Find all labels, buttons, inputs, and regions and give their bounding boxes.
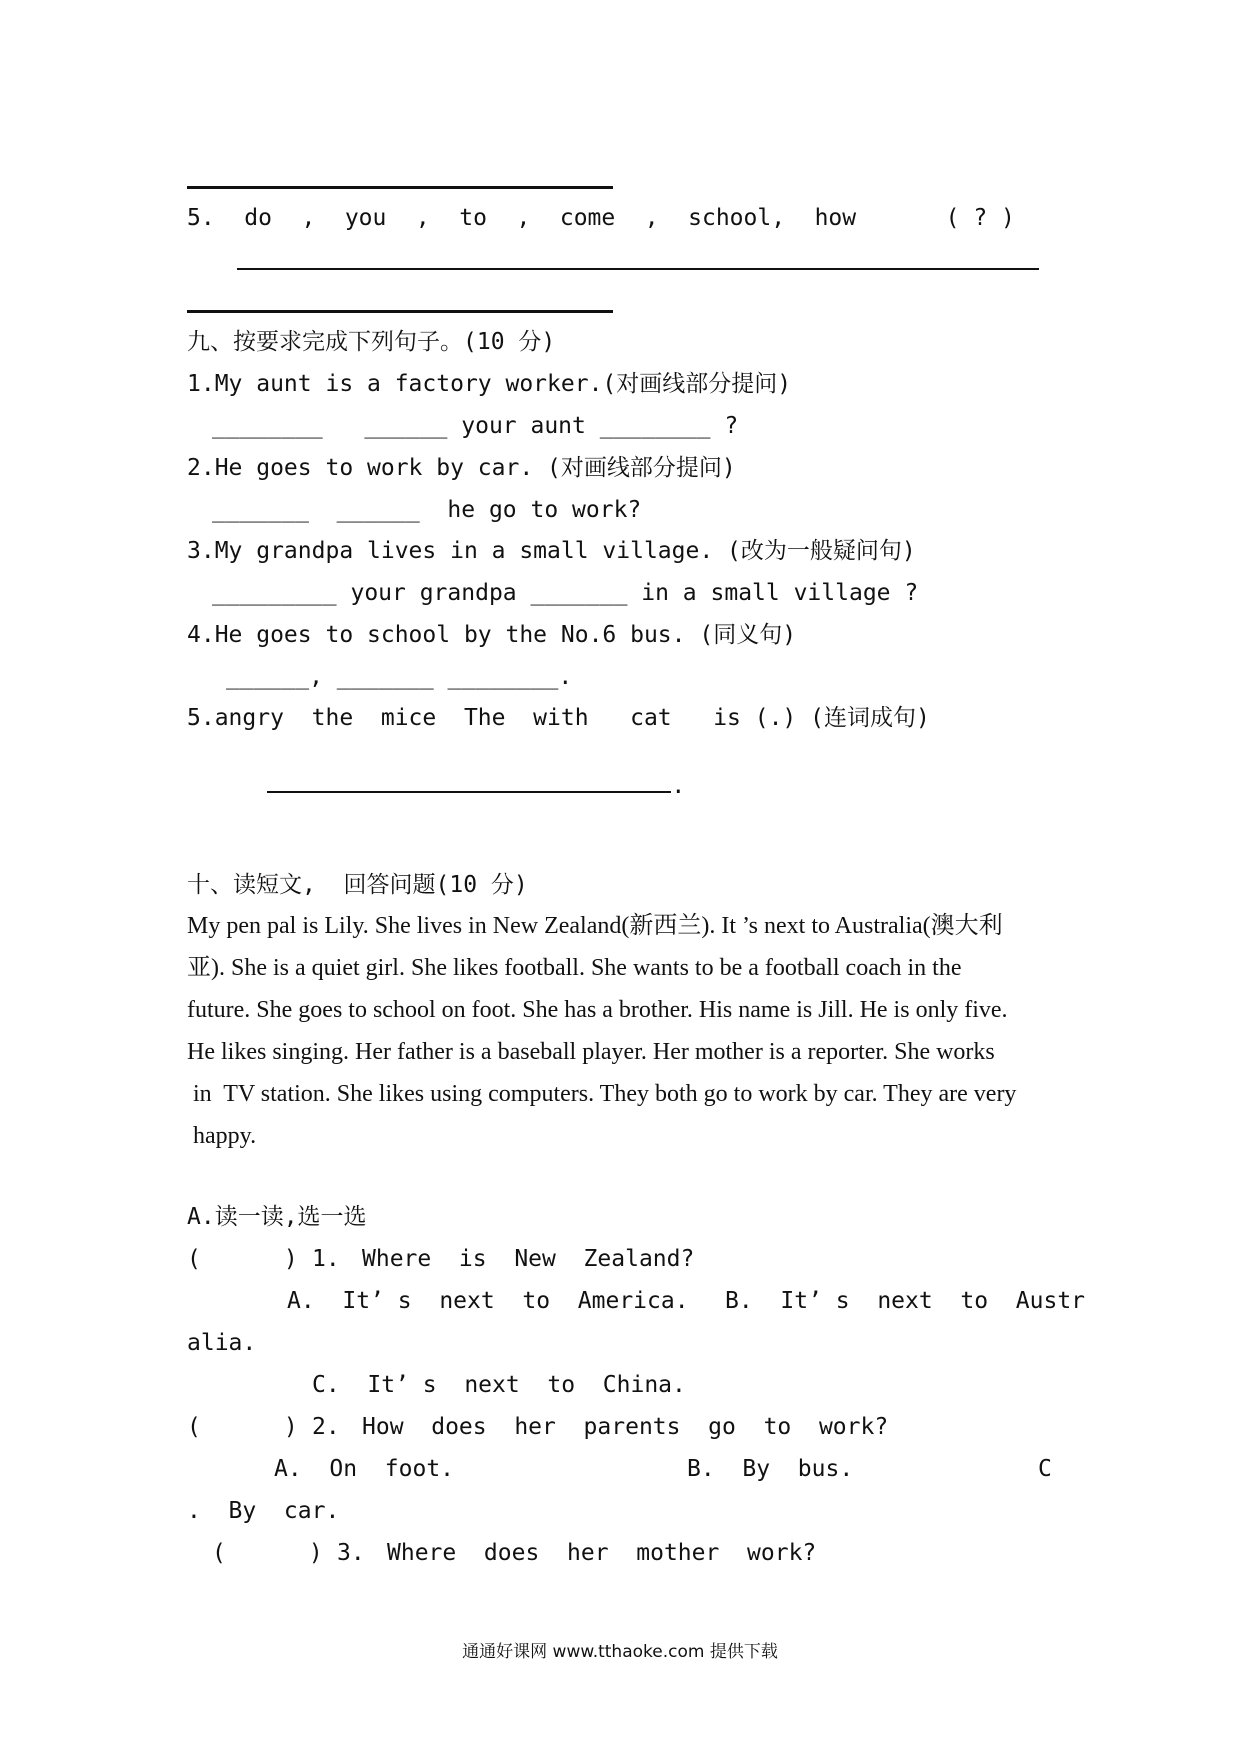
s9-item4-answer: ______, _______ ________. bbox=[226, 664, 573, 690]
q1-option-b: B. It’ s next to Austr bbox=[725, 1288, 1086, 1314]
q8-answer-line bbox=[237, 268, 1039, 270]
q8-end-mark: ( ? ) bbox=[945, 205, 1015, 231]
passage-line: 亚). She is a quiet girl. She likes football. She wants to be a football coach in the bbox=[187, 955, 962, 981]
s9-item5-answer bbox=[212, 748, 685, 821]
s9-item1-answer: ________ ______ your aunt ________ ? bbox=[212, 413, 739, 439]
page-footer: 通通好课网 www.tthaoke.com 提供下载 bbox=[462, 1642, 778, 1662]
q2-number: 2. bbox=[312, 1414, 340, 1440]
s9-item3-sentence: 3.My grandpa lives in a small village. (改为一般疑问句) bbox=[187, 538, 916, 564]
q3-number: 3. bbox=[337, 1540, 365, 1566]
q8-word: you bbox=[344, 205, 387, 231]
q1-option-a: A. It’ s next to America. bbox=[287, 1288, 689, 1314]
s9-item5-blank bbox=[267, 771, 671, 793]
q1-option-c: C. It’ s next to China. bbox=[312, 1372, 686, 1398]
top-rule bbox=[187, 186, 613, 189]
q2-option-b: B. By bus. bbox=[687, 1456, 854, 1482]
passage-line: My pen pal is Lily. She lives in New Zealand(新西兰). It ’s next to Australia(澳大利 bbox=[187, 913, 1003, 939]
s9-item2-sentence: 2.He goes to work by car. (对画线部分提问) bbox=[187, 455, 736, 481]
s9-item4-sentence: 4.He goes to school by the No.6 bus. (同义句) bbox=[187, 622, 797, 648]
q8-word: do bbox=[244, 205, 272, 231]
s9-item2-answer: _______ ______ he go to work? bbox=[212, 497, 642, 523]
q1-paren: ( ) bbox=[187, 1246, 298, 1272]
q8-word: , bbox=[516, 205, 531, 231]
q8-word: to bbox=[459, 205, 487, 231]
passage-line: happy. bbox=[187, 1123, 257, 1149]
q8-word: , bbox=[301, 205, 316, 231]
section-divider bbox=[187, 310, 613, 313]
q8-word: , bbox=[415, 205, 430, 231]
section10-heading: 十、读短文, 回答问题(10 分) bbox=[187, 872, 528, 898]
q1-option-b-cont: alia. bbox=[187, 1330, 257, 1356]
s9-item5-period: . bbox=[671, 773, 686, 799]
q2-paren: ( ) bbox=[187, 1414, 298, 1440]
q3-question: Where does her mother work? bbox=[387, 1540, 817, 1566]
q8-word: come bbox=[559, 205, 616, 231]
s9-item1-sentence: 1.My aunt is a factory worker.(对画线部分提问) bbox=[187, 371, 792, 397]
q8-word: how bbox=[814, 205, 857, 231]
q8-word: , bbox=[644, 205, 659, 231]
q1-question: Where is New Zealand? bbox=[362, 1246, 695, 1272]
s9-item3-answer: _________ your grandpa _______ in a small village ? bbox=[212, 580, 919, 606]
q2-option-a: A. On foot. bbox=[274, 1456, 455, 1482]
q3-paren: ( ) bbox=[212, 1540, 323, 1566]
s9-item5-sentence: 5.angry the mice The with cat is (.) (连词成句) bbox=[187, 705, 930, 731]
q8-item5-number: 5. bbox=[187, 205, 215, 231]
passage-line: He likes singing. Her father is a baseball player. Her mother is a reporter. She works bbox=[187, 1039, 995, 1065]
partA-heading: A.读一读,选一选 bbox=[187, 1204, 367, 1230]
q8-word: school, bbox=[688, 205, 786, 231]
passage-line: in TV station. She likes using computers. They both go to work by car. They are very bbox=[187, 1081, 1017, 1107]
q2-option-c-cont: . By car. bbox=[187, 1498, 340, 1524]
q2-option-c-start: C bbox=[1038, 1456, 1052, 1482]
passage-line: future. She goes to school on foot. She has a brother. His name is Jill. He is only five. bbox=[187, 997, 1008, 1023]
q1-number: 1. bbox=[312, 1246, 340, 1272]
section9-heading: 九、按要求完成下列句子。(10 分) bbox=[187, 329, 556, 355]
q2-question: How does her parents go to work? bbox=[362, 1414, 889, 1440]
q8-item5 bbox=[187, 207, 1015, 230]
